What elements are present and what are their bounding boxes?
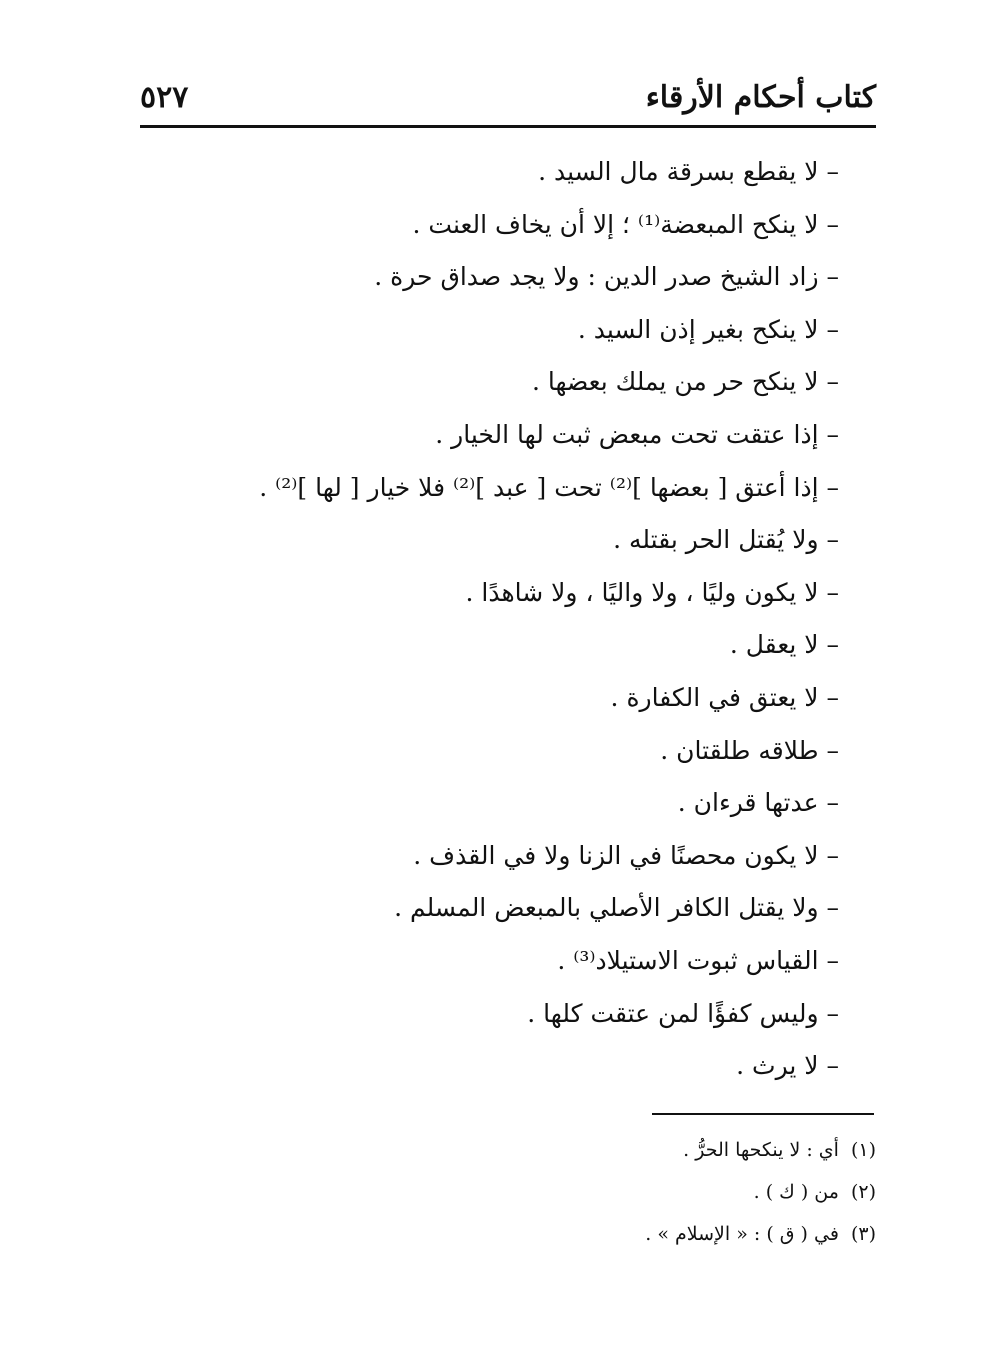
footnote-number: (٢) — [850, 1181, 876, 1203]
list-item: – لا يعتق في الكفارة . — [610, 682, 839, 712]
list-item: – لا يرث . — [736, 1051, 839, 1081]
list-item: – لا يكون محصنًا في الزنا ولا في القذف . — [413, 840, 839, 870]
list-item: – ولا يقتل الكافر الأصلي بالمبعض المسلم . — [394, 893, 839, 923]
list-item: – القياس ثبوت الاستيلاد⁽³⁾ . — [557, 945, 839, 975]
list-item: – لا يعقل . — [729, 630, 839, 660]
footnote-text: أي : لا ينكحها الحرُّ . — [683, 1139, 839, 1161]
footnote-3 — [376, 1216, 876, 1258]
footnotes — [376, 1132, 876, 1258]
footnote-number: (٣) — [850, 1223, 876, 1245]
page-number: ٥٢٧ — [140, 80, 189, 115]
list-item: – لا ينكح بغير إذن السيد . — [577, 314, 839, 344]
footnote-text: في ( ق ) : « الإسلام » . — [645, 1223, 839, 1245]
list-item: – ولا يُقتل الحر بقتله . — [613, 525, 839, 555]
running-title: كتاب أحكام الأرقاء — [645, 80, 876, 115]
list-item: – لا يكون وليًا ، ولا واليًا ، ولا شاهدًا . — [465, 577, 839, 607]
list-item: – لا ينكح حر من يملك بعضها . — [531, 367, 839, 397]
footnote-text: من ( ك ) . — [753, 1181, 839, 1203]
list-item: – إذا عتقت تحت مبعض ثبت لها الخيار . — [435, 419, 839, 449]
list-item: – لا يقطع بسرقة مال السيد . — [538, 157, 839, 186]
rulings-list — [139, 150, 839, 1097]
header-divider — [140, 125, 876, 128]
footnote-number: (١) — [850, 1139, 876, 1161]
footnote-2 — [376, 1174, 876, 1216]
list-item: – طلاقه طلقتان . — [660, 735, 839, 765]
list-item: – إذا أعتق [ بعضها ]⁽²⁾ تحت [ عبد ]⁽²⁾ فلا خيار [ لها ]⁽²⁾ . — [259, 472, 839, 502]
list-item: – وليس كفؤًا لمن عتقت كلها . — [527, 998, 839, 1028]
footnote-divider — [652, 1113, 874, 1115]
list-item: – زاد الشيخ صدر الدين : ولا يجد صداق حرة . — [374, 262, 839, 292]
page-header — [140, 74, 876, 126]
footnote-1 — [376, 1132, 876, 1174]
list-item: – عدتها قرءان . — [677, 788, 839, 818]
list-item: – لا ينكح المبعضة⁽¹⁾ ؛ إلا أن يخاف العنت . — [412, 209, 839, 239]
